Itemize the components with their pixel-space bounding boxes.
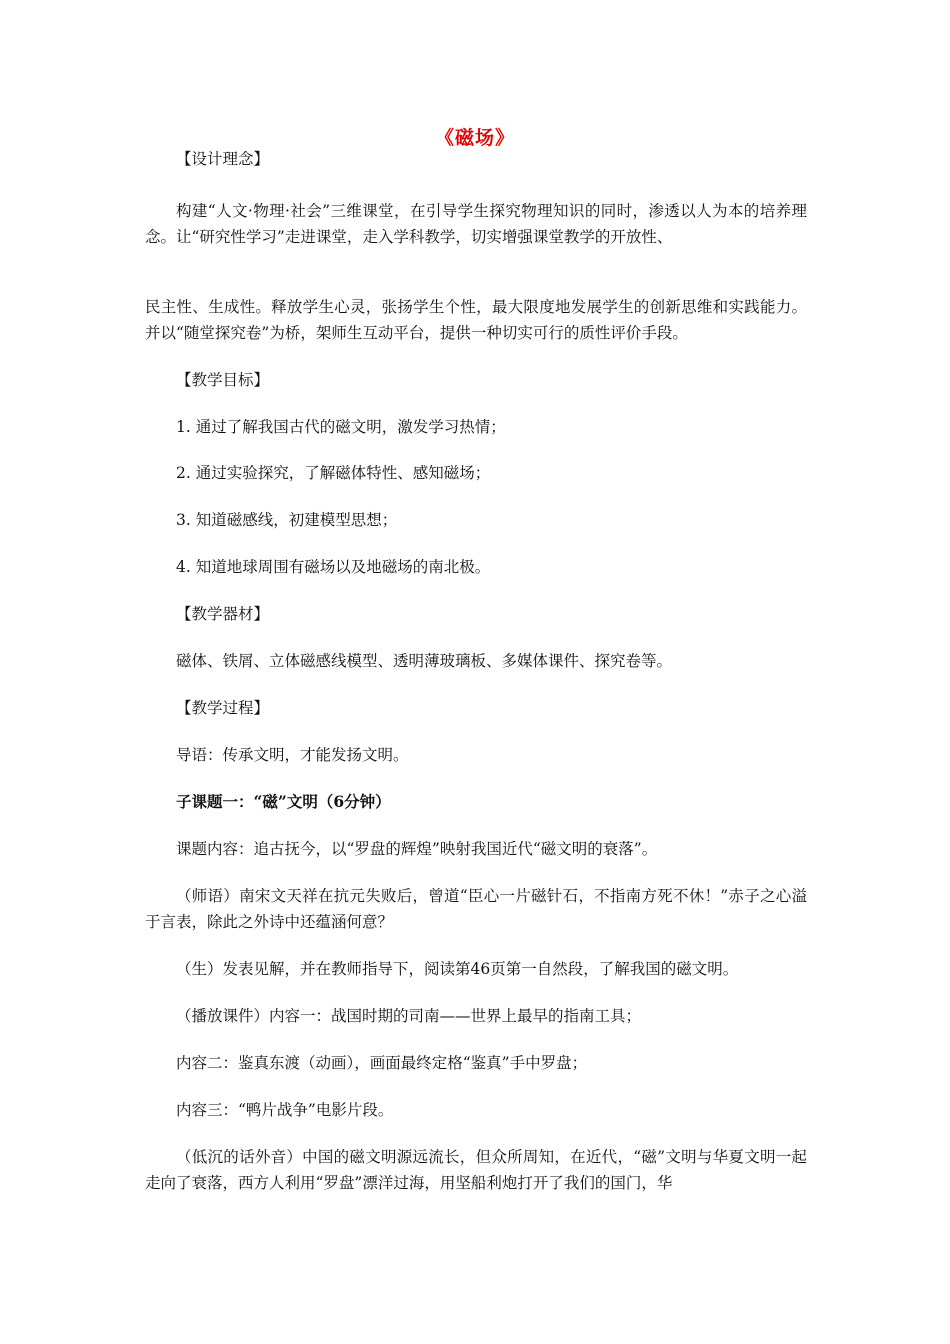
equipment-text: 磁体、铁屑、立体磁感线模型、透明薄玻璃板、多媒体课件、探究卷等。 xyxy=(176,652,673,670)
teacher-speech-paragraph: （师语）南宋文天祥在抗元失败后，曾道“臣心一片磁针石，不指南方死不休！”赤子之心溢于言表，除此之外诗中还蕴涵何意？ xyxy=(145,887,807,931)
goal-item: 2. 通过实验探究，了解磁体特性、感知磁场； xyxy=(176,464,491,482)
equipment-heading: 【教学器材】 xyxy=(176,605,270,623)
process-heading: 【教学过程】 xyxy=(176,699,270,717)
subtopic-1-heading: 子课题一：“磁”文明（6分钟） xyxy=(176,792,391,811)
subtopic-1-content: 课题内容：追古抚今，以“罗盘的辉煌”映射我国近代“磁文明的衰落”。 xyxy=(176,840,658,858)
goal-item: 4. 知道地球周围有磁场以及地磁场的南北极。 xyxy=(176,558,491,576)
student-paragraph: （生）发表见解，并在教师指导下，阅读第46页第一自然段，了解我国的磁文明。 xyxy=(176,960,739,978)
document-title: 《磁场》 xyxy=(434,127,515,149)
voiceover-paragraph: （低沉的话外音）中国的磁文明源远流长，但众所周知，在近代，“磁”文明与华夏文明一起走向了衰落，西方人利用“罗盘”漂洋过海，用坚船利炮打开了我们的国门，华 xyxy=(145,1148,807,1192)
design-concept-paragraph-2: 民主性、生成性。释放学生心灵，张扬学生个性，最大限度地发展学生的创新思维和实践能力。并以“随堂探究卷”为桥，架师生互动平台，提供一种切实可行的质性评价手段。 xyxy=(145,298,807,342)
goal-item: 1. 通过了解我国古代的磁文明，激发学习热情； xyxy=(176,418,506,436)
design-concept-heading: 【设计理念】 xyxy=(176,150,270,168)
content-2-paragraph: 内容二：鉴真东渡（动画），画面最终定格“鉴真”手中罗盘； xyxy=(176,1054,588,1072)
content-3-paragraph: 内容三：“鸭片战争”电影片段。 xyxy=(176,1101,394,1119)
goals-heading: 【教学目标】 xyxy=(176,371,270,389)
goal-item: 3. 知道磁感线，初建模型思想； xyxy=(176,511,398,529)
design-concept-paragraph-1: 构建“人文·物理·社会”三维课堂，在引导学生探究物理知识的同时，渗透以人为本的培养理念。让“研究性学习”走进课堂，走入学科教学，切实增强课堂教学的开放性、 xyxy=(145,202,807,246)
intro-text: 导语：传承文明，才能发扬文明。 xyxy=(176,746,409,764)
courseware-paragraph: （播放课件）内容一：战国时期的司南——世界上最早的指南工具； xyxy=(176,1007,642,1025)
